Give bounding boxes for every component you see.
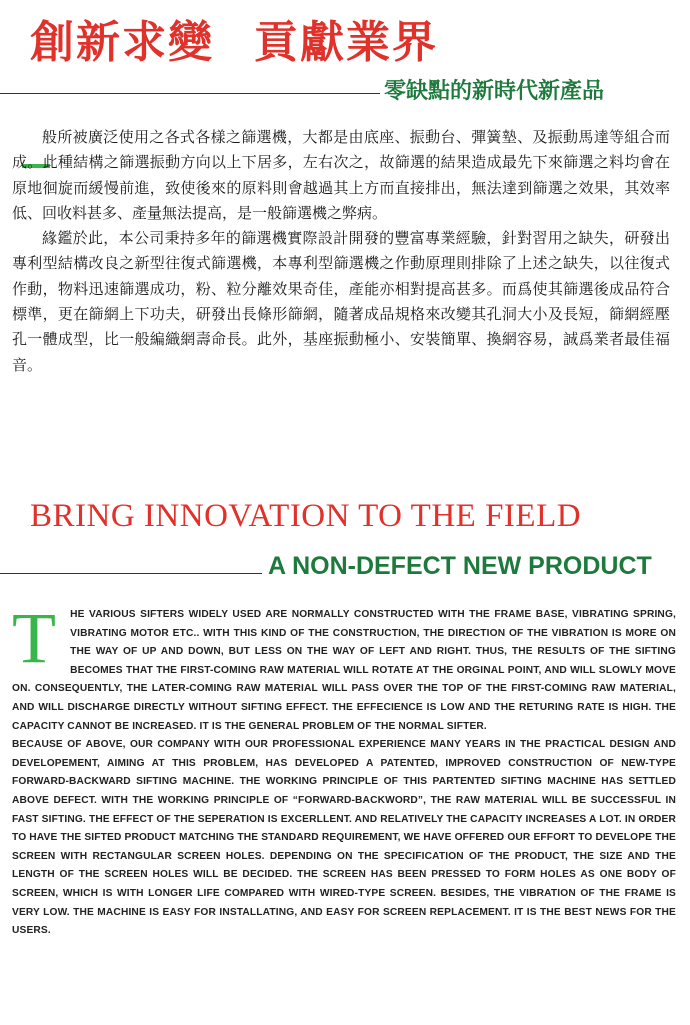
english-title: BRING INNOVATION TO THE FIELD xyxy=(30,498,582,534)
english-body xyxy=(12,598,676,941)
chinese-title xyxy=(30,6,438,70)
chinese-title-part1: 創新求變 xyxy=(30,17,214,68)
chinese-paragraph-1: 般所被廣泛使用之各式各樣之篩選機，大都是由底座、振動台、彈簧墊、及振動馬達等組合而成。此種結構之篩選振動方向以上下居多，左右次之，故篩選的結果造成最先下來篩選之料均會在原地徊旋而緩慢前進，致使後來的原料則會越過其上方而直接排出，無法達到篩選之效果，其效率低、回收料甚多、產量無法提高，是一般篩選機之弊病。 xyxy=(12,128,670,222)
chinese-subtitle-rule xyxy=(0,93,380,94)
drop-cap-letter: T xyxy=(12,598,57,678)
chinese-paragraph-2: 緣鑑於此，本公司秉持多年的篩選機實際設計開發的豐富專業經驗，針對習用之缺失，研發出專利型結構改良之新型往復式篩選機，本專利型篩選機之作動原理則排除了上述之缺失，以往復式作動，物料迅速篩選成功，粉、粒分離效果奇佳，產能亦相對提高甚多。而爲使其篩選後成品符合標準，更在篩網上下功夫，研發出長條形篩網，隨著成品規格來改變其孔洞大小及長短，篩網經壓孔一體成型，比一般編織網壽命長。此外，基座振動極小、安裝簡單、換網容易，誠爲業者最佳福音。 xyxy=(12,229,670,374)
chinese-body xyxy=(12,125,670,378)
chinese-subtitle: 零缺點的新時代新產品 xyxy=(384,79,605,104)
english-paragraph-2: BECAUSE OF ABOVE, OUR COMPANY WITH OUR PROFESSIONAL EXPERIENCE MANY YEARS IN THE PRACTICAL DESIGN AND DEVELOPEMENT, AIMING AT THIS PROBLEM, HAS DEVELOPED A PATENTED, IMPROVED CONSTRUCTION OF NEW-TYPE FORWARD-BACKWARD SIFTING MACHINE. THE WORKING PRINCIPLE OF THIS PARTENTED SIFTING MACHINE HAS SETTLED ABOVE DEFECT. WITH THE WORKING PRINCIPLE OF “FORWARD-BACKWORD”, THE RAW MATERIAL WILL BE SUCCESSFUL IN FAST SIFTING. THE EFFECT OF THE SEPERATION IS EXCERLLENT. AND RELATIVELY THE CAPACITY INCREASES A LOT. IN ORDER TO HAVE THE SIFTED PRODUCT MATCHING THE STANDARD REQUIREMENT, WE HAVE OFFERED OUR EFFORT TO DEVELOPE THE SCREEN WITH RECTANGULAR SCREEN HOLES. DEPENDING ON THE SPECIFICATION OF THE PRODUCT, THE SIZE AND THE LENGTH OF THE SCREEN HOLES WILL BE DECIDED. THE SCREEN HAS BEEN PRESSED TO FORM HOLES AS ONE BODY OF SCREEN, WHICH IS WITH LONGER LIFE COMPARED WITH WIRED-TYPE SCREEN. BESIDES, THE VIBRATION OF THE FRAME IS VERY LOW. THE MACHINE IS EASY FOR INSTALLATING, AND EASY FOR SCREEN REPLACEMENT. IT IS THE BEST NEWS FOR THE USERS. xyxy=(12,739,676,937)
english-paragraph-1-text: HE VARIOUS SIFTERS WIDELY USED ARE NORMALLY CONSTRUCTED WITH THE FRAME BASE, VIBRATING SPRING, VIBRATING MOTOR ETC.. WITH THIS KIND OF THE CONSTRUCTION, THE DIRECTION OF THE VIBRATION IS MORE ON THE WAY OF UP AND DOWN, BUT LESS ON THE WAY OF LEFT AND RIGHT. THUS, THE RESULTS OF THE SIFTING BECOMES THAT THE FIRST-COMING RAW MATERIAL WILL ROTATE AT THE ORGINAL POINT, AND WILL SLOWLY MOVE ON. CONSEQUENTLY, THE LATER-COMING RAW MATERIAL WILL PASS OVER THE TOP OF THE FIRST-COMING RAW MATERIAL, AND WILL DISCHARGE DIRECTLY WITHOUT SIFTING EFFECT. THE EFFECIENCE IS LOW AND THE RETURING RATE IS HIGH. THE CAPACITY CANNOT BE INCREASED. IT IS THE GENERAL PROBLEM OF THE NORMAL SIFTER. xyxy=(12,609,676,732)
chinese-title-part2: 貢獻業界 xyxy=(254,17,438,68)
english-subtitle-rule xyxy=(0,573,262,574)
english-paragraph-1 xyxy=(12,598,676,736)
english-subtitle: A NON-DEFECT NEW PRODUCT xyxy=(268,552,652,580)
